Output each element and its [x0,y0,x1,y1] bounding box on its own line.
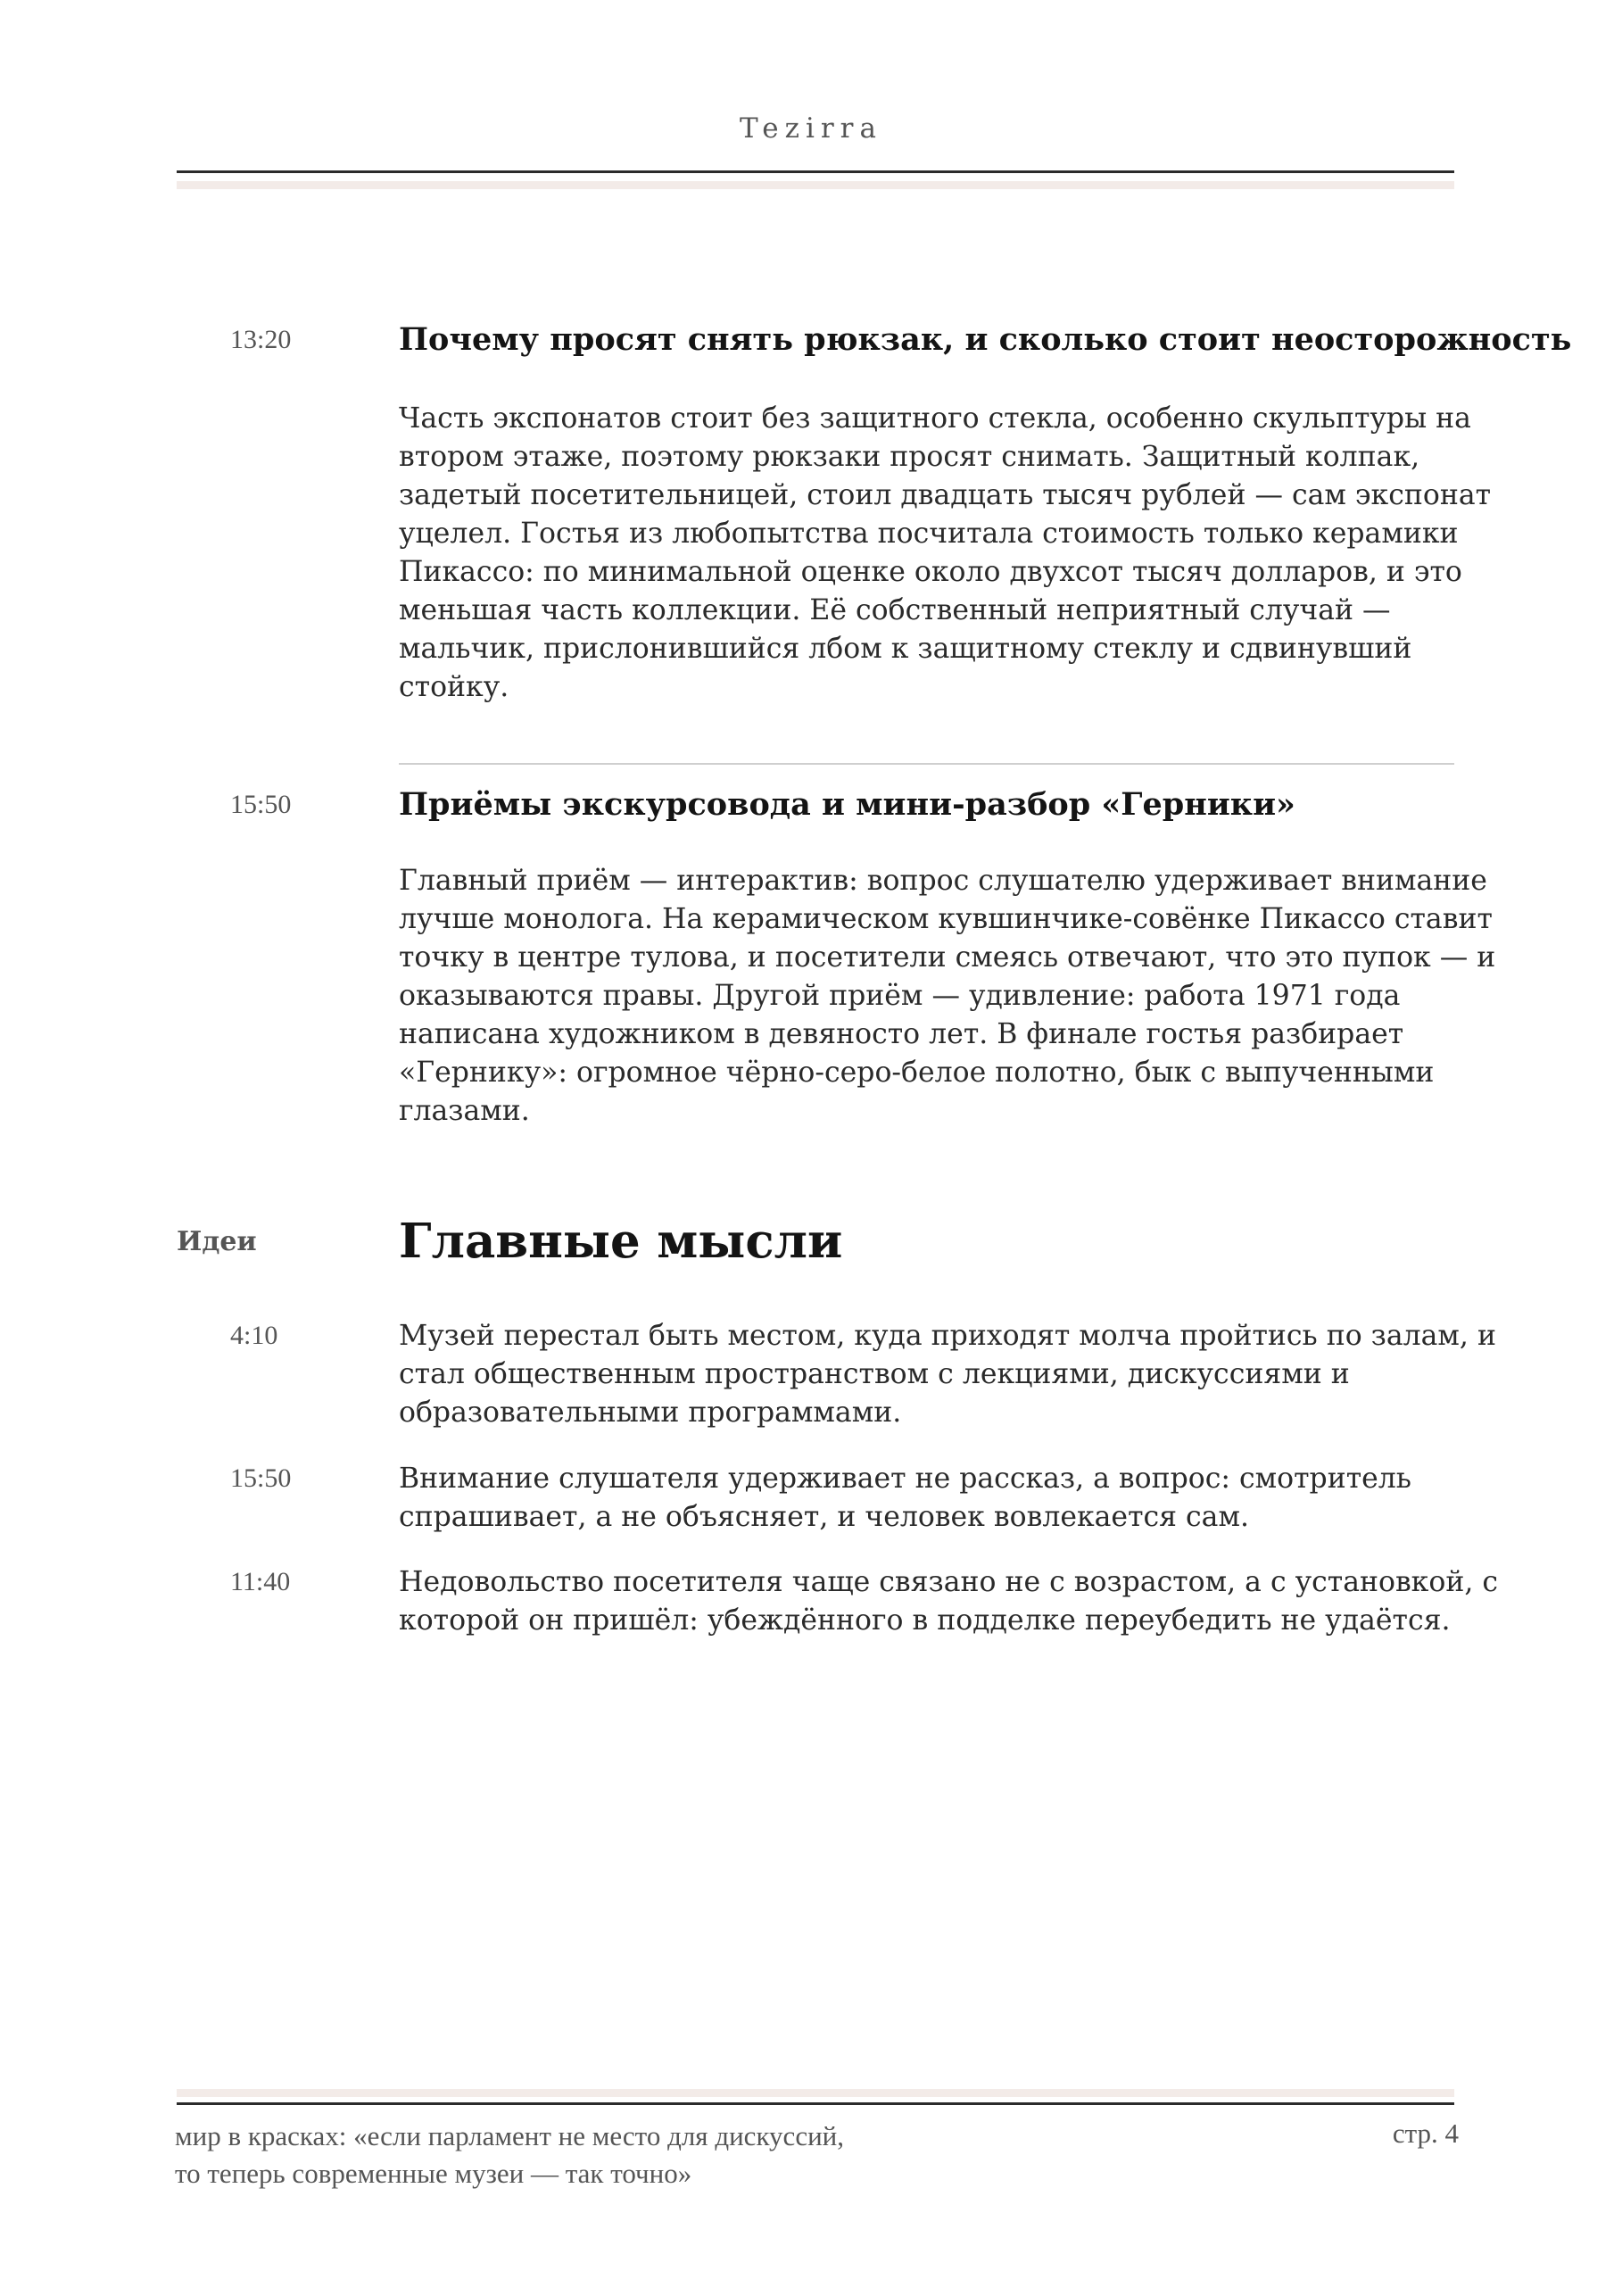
footer-title-line: то теперь современные музеи — так точно» [175,2158,692,2189]
idea-text [399,1317,1496,1432]
text-line: точку в центре тулова, и посетители смеясь отвечают, что это пупок — и [399,941,1496,974]
header-rule [177,170,1454,173]
segment-divider [399,763,1454,765]
text-line: стойку. [399,671,509,703]
footer-doc-title [175,2118,844,2192]
text-line: мальчик, прислонившийся лбом к защитному стеклу и сдвинувший [399,633,1412,665]
text-line: Музей перестал быть местом, куда приходят молча пройтись по залам, и [399,1320,1496,1352]
text-line: Недовольство посетителя чаще связано не с возрастом, а с установкой, с [399,1566,1498,1598]
segment-text [399,400,1492,707]
text-line: «Гернику»: огромное чёрно-серо-белое полотно, бык с выпученными [399,1057,1435,1089]
segment-timestamp: 15:50 [230,790,292,819]
text-line: спрашивает, а не объясняет, и человек вовлекается сам. [399,1501,1249,1533]
segment-timestamp: 13:20 [230,325,292,354]
brand-name: Tezirra [740,112,882,145]
segment-title: Почему просят снять рюкзак, и сколько стоит неосторожность [399,321,1572,358]
idea-text [399,1563,1498,1640]
text-line: Пикассо: по минимальной оценке около двухсот тысяч долларов, и это [399,556,1462,588]
idea-timestamp: 11:40 [230,1567,291,1596]
footer-rule [177,2102,1454,2105]
segment-text [399,862,1496,1131]
footer-title-line: мир в красках: «если парламент не место для дискуссий, [175,2120,845,2151]
text-line: задетый посетительницей, стоил двадцать тысяч рублей — сам экспонат [399,479,1492,511]
footer-accent-rule [177,2089,1454,2097]
idea-timestamp: 4:10 [230,1321,278,1350]
header-accent-rule [177,181,1454,189]
idea-text [399,1460,1469,1537]
text-line: Часть экспонатов стоит без защитного стекла, особенно скульптуры на [399,402,1471,435]
text-line: меньшая часть коллекции. Её собственный неприятный случай — [399,594,1391,626]
text-line: глазами. [399,1095,530,1127]
text-line: втором этаже, поэтому рюкзаки просят снимать. Защитный колпак, [399,441,1420,473]
text-line: лучше монолога. На керамическом кувшинчике-совёнке Пикассо ставит [399,903,1493,935]
text-line: Внимание слушателя удерживает не рассказ, а вопрос: смотритель [399,1463,1411,1495]
text-line: которой он пришёл: убеждённого в подделке переубедить не удаётся. [399,1604,1451,1637]
text-line: образовательными программами. [399,1397,902,1429]
section-label: Идеи [177,1226,257,1257]
page-number: стр. 4 [1392,2118,1459,2149]
section-title: Главные мысли [399,1214,843,1269]
segment-title: Приёмы экскурсовода и мини-разбор «Герники» [399,786,1295,823]
text-line: Главный приём — интерактив: вопрос слушателю удерживает внимание [399,865,1487,897]
text-line: стал общественным пространством с лекциями, дискуссиями и [399,1358,1350,1390]
text-line: оказываются правы. Другой приём — удивление: работа 1971 года [399,980,1401,1012]
text-line: написана художником в девяносто лет. В финале гостья разбирает [399,1018,1404,1050]
text-line: уцелел. Гостья из любопытства посчитала стоимость только керамики [399,518,1459,550]
idea-timestamp: 15:50 [230,1463,292,1493]
